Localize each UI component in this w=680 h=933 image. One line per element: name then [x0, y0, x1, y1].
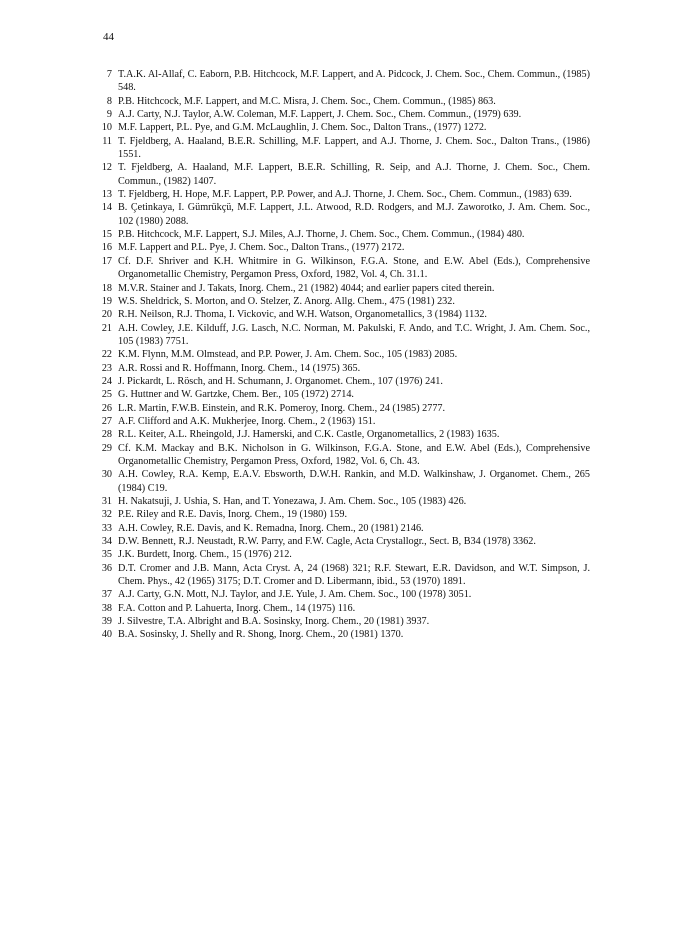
reference-number: 23 — [101, 362, 112, 374]
reference-text: H. Nakatsuji, J. Ushia, S. Han, and T. Yonezawa, J. Am. Chem. Soc., 105 (1983) 426. — [118, 496, 467, 507]
reference-text: L.R. Martin, F.W.B. Einstein, and R.K. Pomeroy, Inorg. Chem., 24 (1985) 2777. — [118, 402, 446, 414]
reference-text: T. Fjeldberg, H. Hope, M.F. Lappert, P.P. Power, and A.J. Thorne, J. Chem. Soc., Chem. Commun., (1983) 639. — [118, 189, 572, 201]
reference-number: 27 — [101, 415, 112, 427]
reference-text: J.K. Burdett, Inorg. Chem., 15 (1976) 212. — [118, 549, 292, 561]
reference-number: 16 — [101, 242, 112, 254]
reference-item — [98, 548, 590, 561]
reference-item — [98, 428, 590, 441]
reference-item — [98, 615, 590, 628]
reference-text: M.V.R. Stainer and J. Takats, Inorg. Chem., 21 (1982) 4044; and earlier papers cited therein. — [118, 282, 495, 294]
reference-item — [98, 68, 590, 95]
reference-text: D.W. Bennett, R.J. Neustadt, R.W. Parry, and F.W. Cagle, Acta Crystallogr., Sect. B, B34 (1978) 3362. — [118, 536, 536, 548]
reference-item — [98, 348, 590, 361]
reference-number: 24 — [101, 375, 112, 387]
reference-number: 33 — [101, 522, 112, 534]
reference-text: G. Huttner and W. Gartzke, Chem. Ber., 105 (1972) 2714. — [118, 389, 354, 401]
reference-number: 7 — [106, 69, 112, 80]
reference-item — [98, 388, 590, 401]
reference-number: 39 — [101, 616, 112, 628]
reference-text: A.J. Carty, G.N. Mott, N.J. Taylor, and J.E. Yule, J. Am. Chem. Soc., 100 (1978) 3051. — [118, 589, 472, 601]
reference-number: 30 — [101, 469, 112, 481]
reference-item — [98, 295, 590, 308]
reference-number: 28 — [101, 429, 112, 441]
reference-number: 18 — [101, 282, 112, 294]
reference-item — [98, 282, 590, 295]
reference-text: Cf. K.M. Mackay and B.K. Nicholson in G. Wilkinson, F.G.A. Stone, and E.W. Abel (Eds.), Comprehensive Organometallic Chemistry, Pergamon Press, Oxford, 1982, Vol. 6, Ch. 43. — [118, 442, 590, 467]
reference-number: 21 — [101, 322, 112, 334]
reference-text: J. Pickardt, L. Rösch, and H. Schumann, J. Organomet. Chem., 107 (1976) 241. — [118, 375, 443, 387]
reference-item — [98, 495, 590, 508]
reference-number: 22 — [101, 349, 112, 361]
reference-number: 9 — [106, 109, 112, 121]
reference-number: 38 — [101, 602, 112, 614]
reference-number: 40 — [101, 629, 112, 641]
reference-text: A.H. Cowley, R.A. Kemp, E.A.V. Ebsworth, D.W.H. Rankin, and M.D. Walkinshaw, J. Organomet. Chem., 265 (1984) C19. — [118, 469, 590, 494]
reference-text: F.A. Cotton and P. Lahuerta, Inorg. Chem., 14 (1975) 116. — [118, 602, 356, 614]
reference-text: R.H. Neilson, R.J. Thoma, I. Vickovic, and W.H. Watson, Organometallics, 3 (1984) 1132. — [118, 309, 487, 321]
reference-number: 26 — [101, 402, 112, 414]
reference-number: 17 — [101, 255, 112, 267]
reference-number: 11 — [102, 135, 112, 147]
reference-item — [98, 588, 590, 601]
reference-text: K.M. Flynn, M.M. Olmstead, and P.P. Power, J. Am. Chem. Soc., 105 (1983) 2085. — [118, 349, 458, 361]
reference-number: 34 — [101, 536, 112, 548]
reference-text: A.R. Rossi and R. Hoffmann, Inorg. Chem., 14 (1975) 365. — [118, 362, 361, 374]
reference-item — [98, 402, 590, 415]
reference-item — [98, 95, 590, 108]
reference-item — [98, 535, 590, 548]
reference-text: D.T. Cromer and J.B. Mann, Acta Cryst. A, 24 (1968) 321; R.F. Stewart, E.R. Davidson, and W.T. Simpson, J. Chem. Phys., 42 (1965) 3175; D.T. Cromer and D. Libermann, ibid., 53 (1970) 1891. — [118, 562, 590, 588]
reference-text: P.B. Hitchcock, M.F. Lappert, and M.C. Misra, J. Chem. Soc., Chem. Commun., (1985) 863. — [118, 95, 496, 107]
reference-number: 36 — [101, 562, 112, 574]
reference-number: 8 — [106, 95, 112, 107]
reference-text: A.F. Clifford and A.K. Mukherjee, Inorg. Chem., 2 (1963) 151. — [118, 415, 376, 427]
reference-text: J. Silvestre, T.A. Albright and B.A. Sosinsky, Inorg. Chem., 20 (1981) 3937. — [118, 616, 430, 628]
reference-number: 20 — [101, 309, 112, 321]
reference-number: 19 — [101, 295, 112, 307]
reference-number: 32 — [101, 509, 112, 521]
reference-list — [98, 68, 590, 642]
page-number: 44 — [103, 31, 114, 43]
reference-text: T.A.K. Al-Allaf, C. Eaborn, P.B. Hitchcock, M.F. Lappert, and A. Pidcock, J. Chem. Soc., Chem. Commun., (1985) 548. — [118, 69, 590, 94]
reference-number: 31 — [101, 496, 112, 507]
reference-item — [98, 161, 590, 188]
reference-text: W.S. Sheldrick, S. Morton, and O. Stelzer, Z. Anorg. Allg. Chem., 475 (1981) 232. — [118, 295, 455, 307]
reference-item — [98, 522, 590, 535]
reference-text: A.J. Carty, N.J. Taylor, A.W. Coleman, M.F. Lappert, J. Chem. Soc., Chem. Commun., (1979) 639. — [118, 109, 522, 121]
reference-item — [98, 468, 590, 495]
reference-number: 13 — [101, 189, 112, 201]
reference-item — [98, 562, 590, 589]
reference-item — [98, 602, 590, 615]
reference-number: 15 — [101, 229, 112, 241]
reference-item — [98, 255, 590, 282]
reference-text: Cf. D.F. Shriver and K.H. Whitmire in G. Wilkinson, F.G.A. Stone, and E.W. Abel (Eds.), Comprehensive Organometallic Chemistry, Pergamon Press, Oxford, 1982, Vol. 4, Ch. 31.1. — [118, 255, 590, 281]
reference-item — [98, 308, 590, 321]
reference-item — [98, 508, 590, 521]
reference-text: A.H. Cowley, R.E. Davis, and K. Remadna, Inorg. Chem., 20 (1981) 2146. — [118, 522, 424, 534]
reference-number: 25 — [101, 389, 112, 401]
reference-text: M.F. Lappert, P.L. Pye, and G.M. McLaughlin, J. Chem. Soc., Dalton Trans., (1977) 1272. — [118, 122, 487, 134]
reference-text: M.F. Lappert and P.L. Pye, J. Chem. Soc., Dalton Trans., (1977) 2172. — [118, 242, 405, 254]
reference-text: B.A. Sosinsky, J. Shelly and R. Shong, Inorg. Chem., 20 (1981) 1370. — [118, 629, 404, 641]
reference-item — [98, 375, 590, 388]
reference-number: 12 — [101, 162, 112, 174]
reference-text: T. Fjeldberg, A. Haaland, B.E.R. Schilling, M.F. Lappert, and A.J. Thorne, J. Chem. Soc., Dalton Trans., (1986) 1551. — [118, 135, 590, 161]
reference-item — [98, 228, 590, 241]
reference-number: 29 — [101, 442, 112, 454]
reference-text: A.H. Cowley, J.E. Kilduff, J.G. Lasch, N.C. Norman, M. Pakulski, F. Ando, and T.C. Wright, J. Am. Chem. Soc., 105 (1983) 7751. — [118, 322, 590, 347]
reference-item — [98, 362, 590, 375]
reference-text: T. Fjeldberg, A. Haaland, M.F. Lappert, B.E.R. Schilling, R. Seip, and A.J. Thorne, J. Chem. Soc., Chem. Commun., (1982) 1407. — [118, 162, 590, 187]
reference-text: P.B. Hitchcock, M.F. Lappert, S.J. Miles, A.J. Thorne, J. Chem. Soc., Chem. Commun., (1984) 480. — [118, 229, 525, 241]
reference-item — [98, 201, 590, 228]
reference-item — [98, 135, 590, 162]
reference-number: 10 — [101, 122, 112, 134]
reference-item — [98, 442, 590, 469]
reference-item — [98, 241, 590, 254]
reference-item — [98, 188, 590, 201]
reference-item — [98, 121, 590, 134]
reference-item — [98, 415, 590, 428]
reference-item — [98, 108, 590, 121]
reference-number: 35 — [101, 549, 112, 561]
reference-number: 37 — [101, 589, 112, 601]
reference-text: R.L. Keiter, A.L. Rheingold, J.J. Hamerski, and C.K. Castle, Organometallics, 2 (1983) 1635. — [118, 429, 500, 441]
reference-item — [98, 322, 590, 349]
reference-text: B. Çetinkaya, I. Gümrükçü, M.F. Lappert, J.L. Atwood, R.D. Rodgers, and M.J. Zaworotko, J. Am. Chem. Soc., 102 (1980) 2088. — [118, 202, 590, 227]
reference-item — [98, 628, 590, 641]
reference-number: 14 — [101, 202, 112, 214]
reference-text: P.E. Riley and R.E. Davis, Inorg. Chem., 19 (1980) 159. — [118, 509, 348, 521]
